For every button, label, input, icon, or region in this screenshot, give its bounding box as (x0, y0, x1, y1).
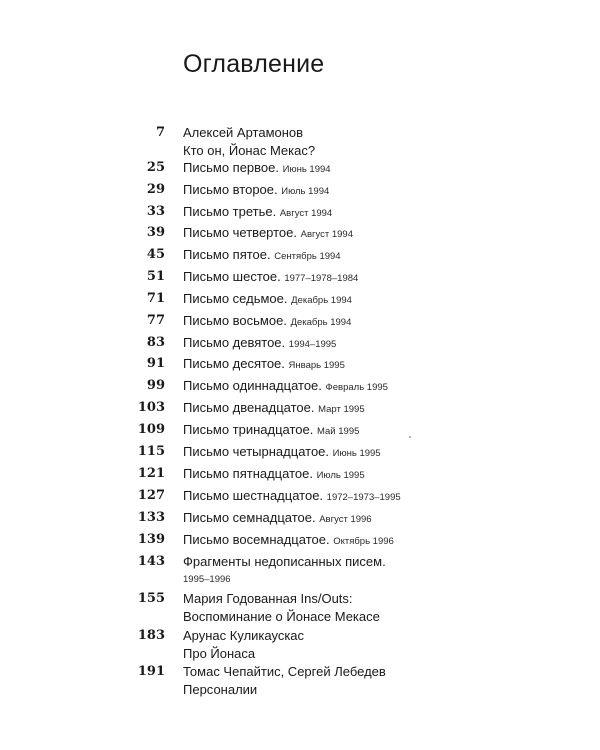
page-number: 71 (146, 291, 165, 306)
entry-title: Томас Чепайтис, Сергей Лебедев (183, 664, 386, 679)
page-number: 77 (146, 313, 165, 328)
entry-title: Письмо шестое. (183, 269, 281, 284)
page-number: 121 (137, 466, 165, 481)
page-number: 133 (137, 510, 165, 525)
entry-subtitle: Воспоминание о Йонасе Мекасе (183, 609, 380, 624)
entry-date: Июнь 1994 (282, 164, 331, 175)
entry-title: Письмо пятнадцатое. (183, 466, 313, 481)
entry-title: Арунас Куликаускас (183, 628, 305, 643)
page-number: 115 (137, 444, 165, 459)
entry-subtitle: Про Йонаса (183, 646, 256, 661)
entry-date: Август 1996 (319, 514, 372, 525)
entry-date: Январь 1995 (288, 360, 345, 371)
page-number: 29 (146, 182, 165, 197)
page-number: 155 (137, 591, 165, 606)
entry-date: Май 1995 (317, 426, 360, 437)
entry-subtitle: Персоналии (183, 682, 258, 697)
entry-title: Письмо восьмое. (183, 313, 287, 328)
page-number: 109 (137, 422, 165, 437)
entry-title: Алексей Артамонов (183, 125, 304, 140)
entry-title: Письмо двенадцатое. (183, 400, 315, 415)
entry-date: Февраль 1995 (325, 382, 388, 393)
page-number: 143 (137, 554, 165, 569)
entry-date: 1994–1995 (288, 339, 337, 350)
page-number: 33 (146, 204, 165, 219)
entry-title: Письмо второе. (183, 182, 278, 197)
entry-date: Август 1994 (300, 229, 353, 240)
entry-date: Июль 1994 (281, 186, 330, 197)
entry-date: Октябрь 1996 (333, 536, 394, 547)
entry-date: Июнь 1995 (332, 448, 381, 459)
page-title: Оглавление (183, 50, 325, 78)
entry-date: Декабрь 1994 (291, 295, 352, 306)
page-number: 45 (146, 247, 165, 262)
entry-title: Письмо третье. (183, 204, 277, 219)
page-number: 127 (137, 488, 165, 503)
entry-title: Письмо шестнадцатое. (183, 488, 324, 503)
page-number: 91 (146, 356, 165, 371)
page-number: 25 (146, 160, 165, 175)
page-number: 39 (146, 225, 165, 240)
entry-subtitle: Кто он, Йонас Мекас? (183, 143, 316, 158)
entry-title: Письмо девятое. (183, 335, 286, 350)
entry-title: Письмо четвертое. (183, 225, 297, 240)
entry-date: 1977–1978–1984 (284, 273, 359, 284)
entry-date: Июль 1995 (316, 470, 365, 481)
page-number: 139 (137, 532, 165, 547)
entry-date: 1995–1996 (183, 574, 231, 585)
entry-title: Письмо десятое. (183, 356, 285, 371)
page-number: 103 (137, 400, 165, 415)
page-number: 183 (137, 628, 165, 643)
entry-title: Письмо четырнадцатое. (183, 444, 330, 459)
page-number: 99 (146, 378, 165, 393)
entry-date: 1972–1973–1995 (326, 492, 401, 503)
entry-title: Письмо седьмое. (183, 291, 288, 306)
page-number: 51 (146, 269, 165, 284)
entry-date: Сентябрь 1994 (274, 251, 341, 262)
entry-date: Август 1994 (279, 208, 333, 219)
scan-speck (409, 436, 411, 438)
entry-date: Декабрь 1994 (290, 317, 352, 328)
entry-title: Письмо первое. (183, 160, 279, 175)
entry-title: Письмо семнадцатое. (183, 510, 316, 525)
entry-date: Март 1995 (318, 404, 365, 415)
entry-title: Письмо пятое. (183, 247, 271, 262)
page-number: 7 (155, 125, 165, 140)
page-number: 83 (146, 335, 165, 350)
entry-title: Мария Годованная Ins/Outs: (183, 591, 353, 606)
page-number: 191 (137, 664, 165, 679)
entry-title: Письмо одиннадцатое. (183, 378, 322, 393)
entry-title: Письмо тринадцатое. (183, 422, 314, 437)
entry-title: Фрагменты недописанных писем. (183, 554, 386, 569)
entry-title: Письмо восемнадцатое. (183, 532, 330, 547)
